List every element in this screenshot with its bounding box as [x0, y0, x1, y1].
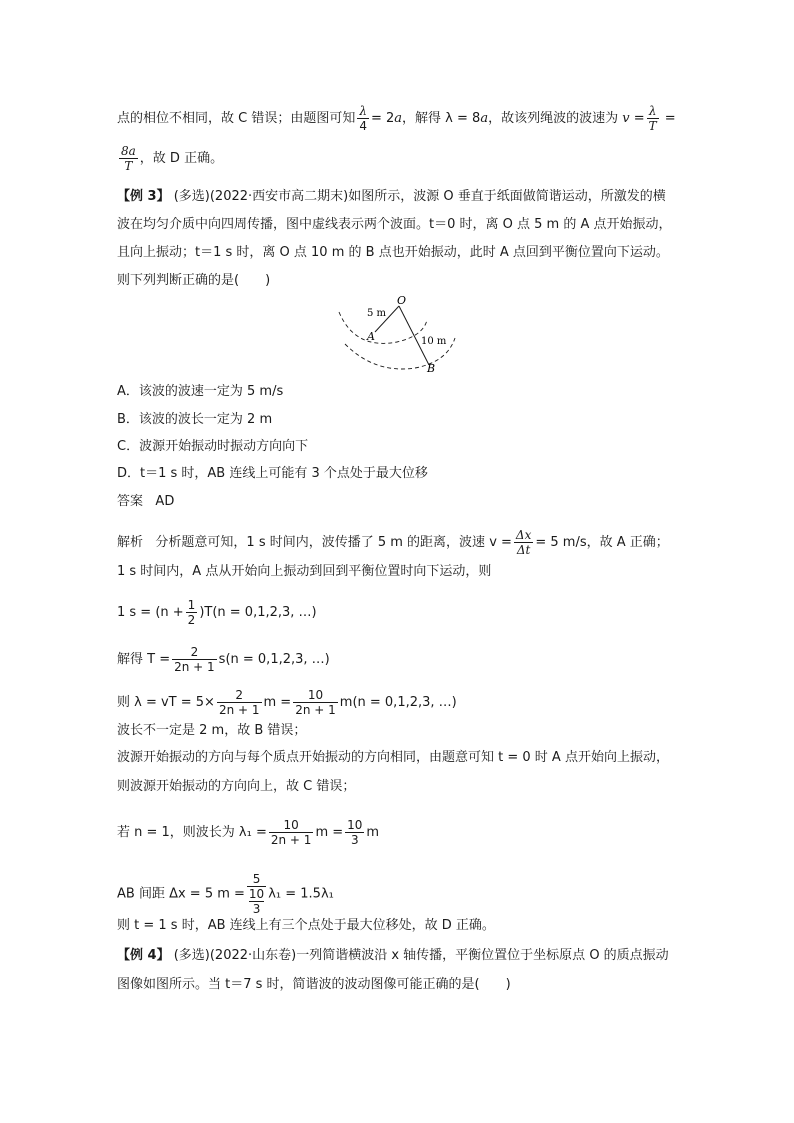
label-5m: 5 m	[367, 308, 387, 319]
example-4-line-2: 图像如图所示。当 t＝7 s 时，简谐波的波动图像可能正确的是( )	[117, 977, 511, 992]
answer-value: AD	[155, 494, 175, 509]
solution-line-2: 1 s 时间内，A 点从开始向上振动到回到平衡位置时向下运动，则	[117, 564, 492, 579]
answer-line: 答案 AD	[117, 494, 175, 509]
wave-diagram	[335, 292, 465, 374]
solution-line-11: 则 t = 1 s 时，AB 连线上有三个点处于最大位移处，故 D 正确。	[117, 918, 495, 933]
option-b: B．该波的波长一定为 2 m	[117, 412, 273, 427]
solution-line-3: 1 s = (n + $\frac{1}{2}$ )T(n = 0,1,2,3, …)	[117, 598, 317, 627]
example-3-line-2: 波在均匀介质中向四周传播，图中虚线表示两个波面。t＝0 时，离 O 点 5 m 的 A 点开始振动，	[117, 217, 672, 232]
label-A: A	[367, 330, 375, 343]
continuation-line-2: $\frac{8a}{T}$ ，故 D 正确。	[121, 144, 224, 173]
solution-line-6: 波长不一定是 2 m，故 B 错误；	[117, 723, 307, 738]
label-10m: 10 m	[421, 336, 447, 347]
option-a: A．该波的波速一定为 5 m/s	[117, 384, 284, 399]
solution-line-7: 波源开始振动的方向与每个质点开始振动的方向相同，由题意可知 t = 0 时 A 点开始向上振动，	[117, 750, 669, 765]
solution-line-4: 解得 T = $\frac{2}{2n + 1}$ s(n = 0,1,2,3, …)	[117, 645, 330, 674]
solution-line-5: 则 λ = vT = 5× $\frac{2}{2n + 1}$ m = $\frac{10}{2n + 1}$ m(n = 0,1,2,3, …)	[117, 688, 457, 717]
solution-line-1: 解析 分析题意可知，1 s 时间内，波传播了 5 m 的距离，波速 v = $\frac{\Delta x}{\Delta t}$ = 5 m/s，故 A 正确；	[117, 528, 669, 557]
example-3-line-4: 则下列判断正确的是( )	[117, 273, 271, 288]
solution-line-10: AB 间距 Δx = 5 m = 5 10 3 λ₁ = 1.5λ₁	[117, 872, 334, 916]
example-3-line-3: 且向上振动；t＝1 s 时，离 O 点 10 m 的 B 点也开始振动，此时 A 点回到平衡位置向下运动。	[117, 245, 669, 260]
fraction-lambda-T: $\frac{\lambda}{T}$	[648, 104, 657, 133]
option-d: D．t＝1 s 时，AB 连线上可能有 3 个点处于最大位移	[117, 466, 428, 481]
continuation-line-1: 点的相位不相同，故 C 错误；由题图可知 $\frac{\lambda}{4}$ = 2a，解得 λ = 8a，故该列绳波的波速为 v = $\frac{\lambda}{T}$ =	[117, 104, 676, 133]
example-4-tag: 【例 4】	[117, 948, 170, 963]
option-c: C．波源开始振动时振动方向向下	[117, 439, 309, 454]
solution-line-9: 若 n = 1，则波长为 λ₁ = $\frac{10}{2n + 1}$ m = $\frac{10}{3}$ m	[117, 818, 380, 847]
example-3-line-1: 【例 3】 (多选)(2022·西安市高二期末)如图所示，波源 O 垂直于纸面做简谐运动，所激发的横	[117, 189, 666, 204]
example-4-line-1: 【例 4】 (多选)(2022·山东卷)一列简谐横波沿 x 轴传播，平衡位置位于坐标原点 O 的质点振动	[117, 948, 669, 963]
label-B: B	[427, 362, 436, 374]
fraction-8a-T: $\frac{8a}{T}$	[121, 144, 136, 173]
solution-line-8: 则波源开始振动的方向向上，故 C 错误；	[117, 779, 356, 794]
example-3-tag: 【例 3】	[117, 189, 170, 204]
fraction-lambda-4: $\frac{\lambda}{4}$	[359, 104, 367, 133]
label-O: O	[397, 294, 407, 307]
